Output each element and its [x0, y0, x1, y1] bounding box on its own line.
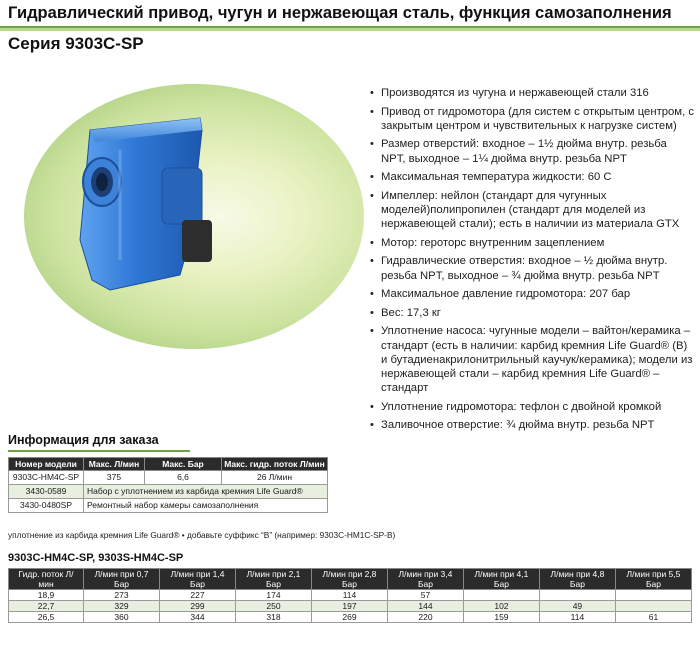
table-row: [9, 590, 692, 601]
feature-item: • Импеллер: нейлон (стандарт для чугунных моделей)полипропилен (стандарт для моделей из нержавеющей стали); есть в наличии из материала GTX: [370, 189, 694, 232]
model-cell: 3430-0589: [9, 485, 84, 499]
column-header: Л/мин при 5,5 Бар: [615, 569, 691, 590]
table-cell: [615, 590, 691, 601]
table-cell: 329: [84, 601, 160, 612]
feature-list: [370, 86, 694, 437]
feature-item: • Привод от гидромотора (для систем с открытым центром, с закрытым центром и чувствительных к нагрузке систем): [370, 105, 694, 133]
table-header-row: [9, 458, 328, 471]
table-row: [9, 471, 328, 485]
table-cell: 344: [160, 612, 236, 623]
feature-item: • Гидравлические отверстия: входное – ½ дюйма внутр. резьба NPT, выходное – ¾ дюйма внутр. резьба NPT: [370, 254, 694, 282]
performance-title: 9303C-HM4C-SP, 9303S-HM4C-SP: [8, 552, 184, 564]
order-table: [8, 457, 328, 513]
table-cell: 159: [463, 612, 539, 623]
column-header: Л/мин при 4,8 Бар: [539, 569, 615, 590]
table-cell: [539, 590, 615, 601]
table-cell: 26,5: [9, 612, 84, 623]
column-header: Номер модели: [9, 458, 84, 471]
table-header-row: [9, 569, 692, 590]
table-row: [9, 601, 692, 612]
column-header: Л/мин при 2,1 Бар: [236, 569, 312, 590]
feature-item: • Максимальная температура жидкости: 60 С: [370, 170, 694, 184]
table-cell: 22,7: [9, 601, 84, 612]
page-title: Гидравлический привод, чугун и нержавеющая сталь, функция самозаполнения: [8, 4, 672, 22]
table-cell: 102: [463, 601, 539, 612]
series-title: Серия 9303C-SP: [8, 34, 144, 53]
feature-item: • Уплотнение насоса: чугунные модели – вайтон/керамика – стандарт (есть в наличии: карбид кремния Life Guard® (B) и бутадиенакрилонитрильный каучук/керамика); модели из нержавеющей стали – карбид кремния Life Guard® – стандарт: [370, 324, 694, 395]
table-cell: 57: [387, 590, 463, 601]
table-cell: 250: [236, 601, 312, 612]
feature-item: • Мотор: героторс внутренним зацеплением: [370, 236, 694, 250]
table-row: [9, 485, 328, 499]
table-cell: 220: [387, 612, 463, 623]
table-cell: 227: [160, 590, 236, 601]
feature-item: • Размер отверстий: входное – 1½ дюйма внутр. резьба NPT, выходное – 1¼ дюйма внутр. резьба NPT: [370, 137, 694, 165]
column-header: Макс. Бар: [145, 458, 222, 471]
column-header: Макс. гидр. поток Л/мин: [222, 458, 328, 471]
table-cell: 318: [236, 612, 312, 623]
pump-image: [50, 90, 220, 310]
model-cell: 3430-0480SP: [9, 499, 84, 513]
feature-item: • Уплотнение гидромотора: тефлон с двойной кромкой: [370, 400, 694, 414]
feature-item: • Вес: 17,3 кг: [370, 306, 694, 320]
table-cell: 299: [160, 601, 236, 612]
column-header: Л/мин при 0,7 Бар: [84, 569, 160, 590]
table-cell: 197: [311, 601, 387, 612]
performance-table: [8, 568, 692, 623]
lmin-cell: 375: [84, 471, 145, 485]
bar-cell: 6,6: [145, 471, 222, 485]
table-row: [9, 612, 692, 623]
column-header: Л/мин при 1,4 Бар: [160, 569, 236, 590]
model-cell: 9303C-HM4C-SP: [9, 471, 84, 485]
feature-item: • Производятся из чугуна и нержавеющей стали 316: [370, 86, 694, 100]
column-header: Л/мин при 4,1 Бар: [463, 569, 539, 590]
table-cell: 114: [311, 590, 387, 601]
table-cell: 360: [84, 612, 160, 623]
description-cell: Ремонтный набор камеры самозаполнения: [84, 499, 328, 513]
table-cell: 61: [615, 612, 691, 623]
table-cell: 114: [539, 612, 615, 623]
column-header: Гидр. поток Л/мин: [9, 569, 84, 590]
order-info-title: Информация для заказа: [8, 433, 159, 447]
table-cell: [463, 590, 539, 601]
header-divider: [0, 26, 700, 31]
order-note: уплотнение из карбида кремния Life Guard® • добавьте суффикс “B” (например: 9303C-HM1C-SP-B): [8, 530, 396, 540]
table-cell: 144: [387, 601, 463, 612]
feature-item: • Максимальное давление гидромотора: 207 бар: [370, 287, 694, 301]
table-row: [9, 499, 328, 513]
column-header: Макс. Л/мин: [84, 458, 145, 471]
column-header: Л/мин при 3,4 Бар: [387, 569, 463, 590]
table-cell: [615, 601, 691, 612]
column-header: Л/мин при 2,8 Бар: [311, 569, 387, 590]
table-cell: 174: [236, 590, 312, 601]
table-cell: 273: [84, 590, 160, 601]
table-cell: 49: [539, 601, 615, 612]
description-cell: Набор с уплотнением из карбида кремния Life Guard®: [84, 485, 328, 499]
feature-item: • Заливочное отверстие: ¾ дюйма внутр. резьба NPT: [370, 418, 694, 432]
table-cell: 18,9: [9, 590, 84, 601]
flow-cell: 26 Л/мин: [222, 471, 328, 485]
table-cell: 269: [311, 612, 387, 623]
order-divider: [8, 450, 190, 452]
